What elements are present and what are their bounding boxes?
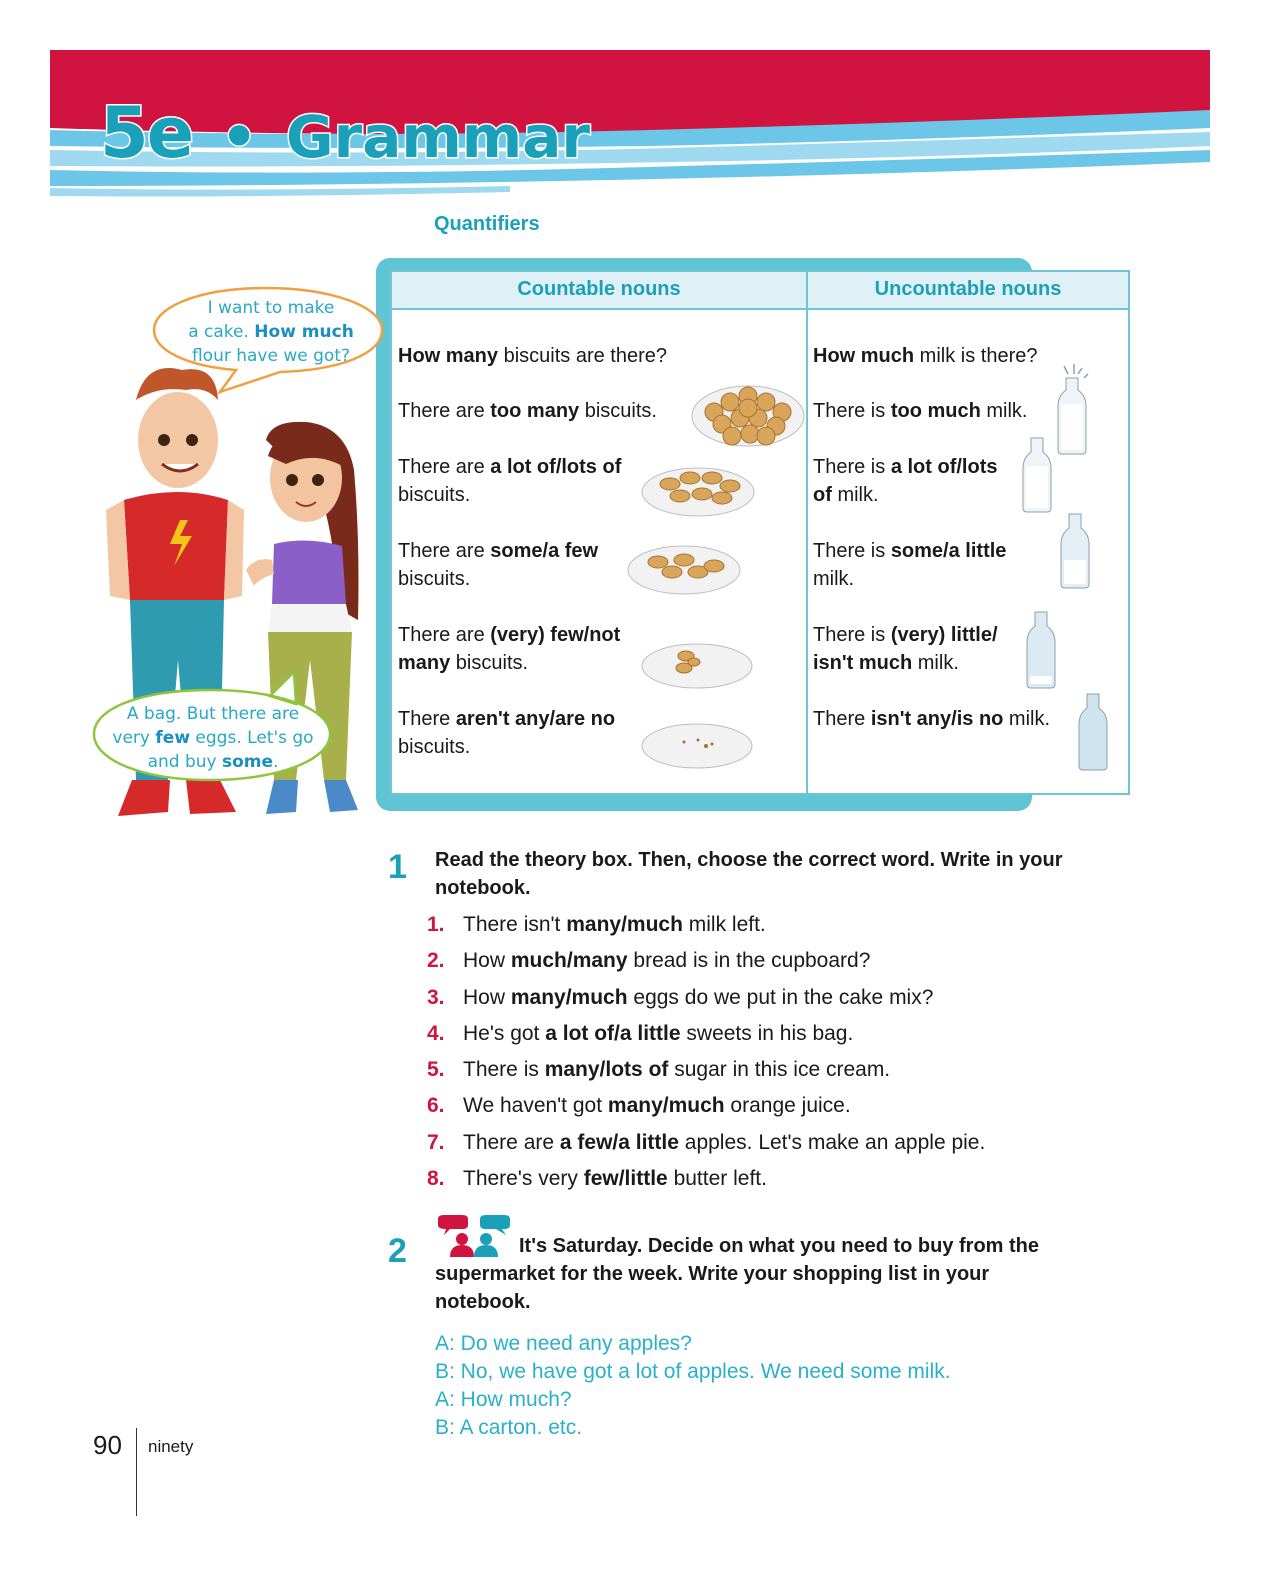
header-countable-nouns: Countable nouns bbox=[392, 272, 806, 310]
bottle-too-much-milk-illustration bbox=[1054, 364, 1090, 456]
bottle-lot-of-milk-illustration bbox=[1020, 436, 1054, 514]
uncountable-row-5: There is (very) little/ isn't much milk. bbox=[813, 624, 998, 674]
boy-speech-text: I want to make a cake. How much flour have we got? bbox=[188, 298, 354, 366]
exercise-1-item: 7. There are a few/a little apples. Let's make an apple pie. bbox=[427, 1130, 986, 1154]
exercise-1-item: 2. How much/many bread is in the cupboard? bbox=[427, 949, 871, 973]
dialogue-line: A: How much? bbox=[435, 1388, 572, 1411]
unit-number: 5e bbox=[100, 92, 193, 174]
plate-lot-of-biscuits-illustration bbox=[640, 458, 756, 520]
unit-title bbox=[100, 92, 590, 174]
exercise-1-items bbox=[427, 910, 1127, 1200]
countable-row-4: There are some/a few biscuits. bbox=[398, 540, 599, 590]
exercise-1-number: 1 bbox=[388, 848, 407, 886]
uncountable-row-3: There is a lot of/lots of milk. bbox=[813, 456, 998, 506]
plate-some-biscuits-illustration bbox=[626, 540, 742, 598]
dialogue-line: B: No, we have got a lot of apples. We need some milk. bbox=[435, 1360, 951, 1383]
countable-row-1: How many biscuits are there? bbox=[398, 345, 668, 367]
dialogue-line: B: A carton. etc. bbox=[435, 1416, 583, 1439]
theory-table bbox=[390, 270, 1130, 795]
exercise-1-instruction: Read the theory box. Then, choose the correct word. Write in your notebook. bbox=[435, 849, 1063, 899]
uncountable-row-6: There isn't any/is no milk. bbox=[813, 708, 1051, 730]
page-number: 90 bbox=[93, 1430, 122, 1460]
column-divider bbox=[806, 272, 808, 793]
exercise-1-item: 5. There is many/lots of sugar in this ice cream. bbox=[427, 1058, 891, 1082]
exercise-1-item: 1. There isn't many/much milk left. bbox=[427, 913, 766, 936]
plate-many-biscuits-illustration bbox=[690, 372, 806, 452]
section-title: Quantifiers bbox=[434, 213, 540, 235]
page-number-word: ninety bbox=[148, 1437, 194, 1456]
title-separator: • bbox=[220, 103, 258, 171]
dialogue-line: A: Do we need any apples? bbox=[435, 1332, 692, 1355]
plate-no-biscuits-illustration bbox=[640, 718, 754, 774]
header-uncountable-nouns: Uncountable nouns bbox=[808, 272, 1128, 310]
girl-speech-text: A bag. But there are very few eggs. Let's go and buy some. bbox=[112, 704, 314, 772]
exercise-1-item: 4. He's got a lot of/a little sweets in his bag. bbox=[427, 1021, 854, 1045]
plate-few-biscuits-illustration bbox=[640, 636, 754, 692]
exercise-1-item: 8. There's very few/little butter left. bbox=[427, 1167, 767, 1191]
uncountable-row-2: There is too much milk. bbox=[813, 400, 1028, 422]
countable-row-5: There are (very) few/not many biscuits. bbox=[398, 624, 621, 674]
exercise-1-item: 3. How many/much eggs do we put in the cake mix? bbox=[427, 985, 934, 1009]
bottle-no-milk-illustration bbox=[1076, 692, 1110, 772]
bottle-some-milk-illustration bbox=[1058, 512, 1092, 590]
bottle-little-milk-illustration bbox=[1024, 610, 1058, 690]
section-name: Grammar bbox=[286, 103, 590, 171]
countable-row-6: There aren't any/are no biscuits. bbox=[398, 708, 616, 758]
exercise-2-number: 2 bbox=[388, 1232, 407, 1270]
exercise-1-item: 6. We haven't got many/much orange juice. bbox=[427, 1094, 851, 1118]
countable-row-2: There are too many biscuits. bbox=[398, 400, 657, 422]
page-number-divider bbox=[136, 1428, 137, 1516]
example-dialogue bbox=[435, 1330, 951, 1442]
exercise-2-instruction: It's Saturday. Decide on what you need to buy from the supermarket for the week. Write your shopping list in your notebook. bbox=[435, 1235, 1040, 1313]
uncountable-row-1: How much milk is there? bbox=[813, 345, 1038, 367]
countable-row-3: There are a lot of/lots of biscuits. bbox=[398, 456, 622, 506]
uncountable-row-4: There is some/a little milk. bbox=[813, 540, 1007, 590]
